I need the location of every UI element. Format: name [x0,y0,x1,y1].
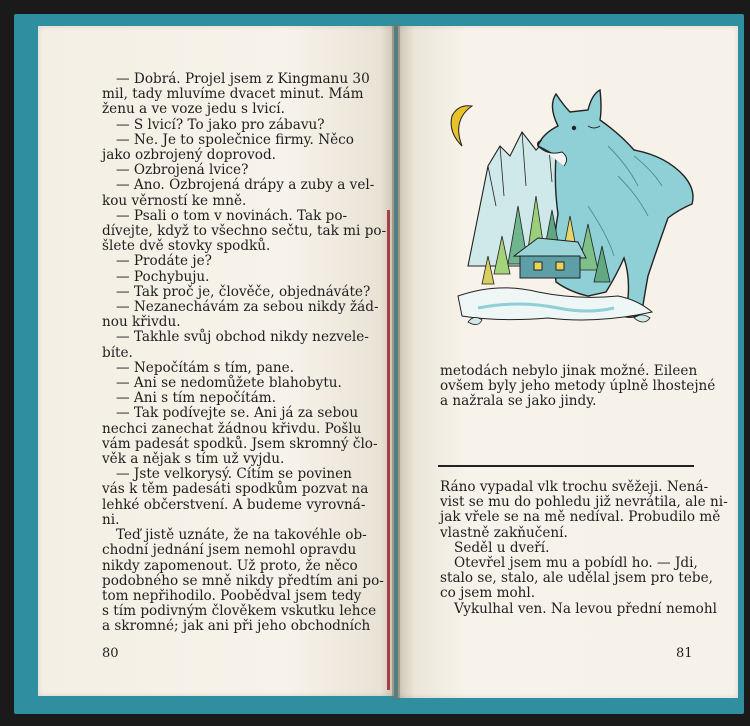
text-line: lehké občerstvení. A budeme vyrovná- [102,496,366,513]
text-line: Otevřel jsem mu a pobídl ho. — Jdi, [454,555,698,572]
text-line: — Ozbrojená lvice? [116,162,249,179]
text-line: — Pochybuju. [116,268,210,285]
text-line: šlete dvě stovky spodků. [102,238,271,255]
text-line: — Nezanechávám za sebou nikdy žád- [116,299,379,316]
text-line: — Dobrá. Projel jsem z Kingmanu 30 [116,71,370,87]
text-line: nou křivdu. [102,314,181,331]
right-page-bottom-text [440,479,728,617]
text-line: — Ani se nedomůžete blahobytu. [116,375,342,392]
text-line: jak vřele se na mě nedíval. Probudilo mě [440,509,721,526]
wolf-eye [572,126,576,130]
text-line: Seděl u dveří. [454,539,550,556]
text-line: ženu a ve voze jedu s lvicí. [102,101,285,118]
text-line: — Jste velkorysý. Cítím se povinen [116,466,352,483]
text-line: mil, tady mluvíme dvacet minut. Mám [102,86,364,103]
text-line: — Tak proč je, člověče, objednáváte? [116,283,371,300]
text-line: vist se mu do pohledu již nevrátila, ale ni- [440,494,728,511]
text-line: Teď jistě uznáte, že na takovéhle ob- [116,527,367,544]
text-line: ovšem byly jeho metody úplně lhostejné [440,378,716,395]
text-line: chodní jednání jsem nemohl opravdu [102,542,357,559]
right-page-number: 81 [676,646,693,661]
text-line: a nažrala se jako jindy. [440,393,597,410]
section-divider [438,465,694,467]
text-line: a skromné; jak ani při jeho obchodních [102,618,371,635]
text-line: — Ne. Je to společnice firmy. Něco [116,131,354,148]
text-line: — Psali o tom v novinách. Tak po- [116,207,348,224]
wolf-illustration [438,86,698,336]
text-line: vlastně zakňučení. [440,524,568,541]
text-line: s tím podivným člověkem vskutku lehce [102,603,377,620]
text-line: nechci zanechat žádnou křivdu. Pošlu [102,420,362,437]
text-line: Vykulhal ven. Na levou přední nemohl [454,600,717,617]
text-line: — Ano. Ozbrojená drápy a zuby a vel- [116,177,375,194]
right-page-top-text [440,363,716,410]
text-line: podobného se mně nikdy předtím ani po- [102,572,384,589]
text-line: bíte. [102,344,133,361]
text-line: — Tak podívejte se. Ani já za sebou [116,405,359,422]
text-line: tom nepřihodilo. Poobědval jsem tedy [102,587,362,604]
text-line: co jsem mohl. [440,585,536,602]
wolf-body [538,90,693,317]
text-line: — S lvicí? To jako pro zábavu? [116,116,325,133]
book-gutter [392,24,400,700]
text-line: kou věrností ke mně. [102,192,247,209]
bookmark-ribbon [387,210,390,690]
text-line: Ráno vypadal vlk trochu svěžeji. Nená- [440,479,709,495]
text-line: dívejte, když to všechno sečtu, tak mi po- [102,223,387,240]
text-line: jako ozbrojený doprovod. [102,147,276,164]
text-line: stalo se, stalo, ale udělal jsem pro tebe, [440,570,713,587]
text-line: — Nepočítám s tím, pane. [116,359,295,376]
text-line: metodách nebylo jinak možné. Eileen [440,363,698,379]
text-line: vás k těm padesáti spodkům pozvat na [102,481,369,498]
text-line: — Prodáte je? [116,253,212,270]
snow-ground [458,288,652,320]
text-line: věk a nějak s tím už vyjdu. [102,451,285,468]
moon-icon [451,106,472,146]
text-line: — Ani s tím nepočítám. [116,390,276,407]
left-page-number: 80 [102,646,119,661]
text-line: — Takhle svůj obchod nikdy nezvele- [116,329,369,346]
left-page-text [102,71,387,635]
text-line: vám padesát spodků. Jsem skromný člo- [102,435,378,452]
text-line: ni. [102,511,120,528]
text-line: nikdy zapomenout. Už proto, že něco [102,557,358,574]
